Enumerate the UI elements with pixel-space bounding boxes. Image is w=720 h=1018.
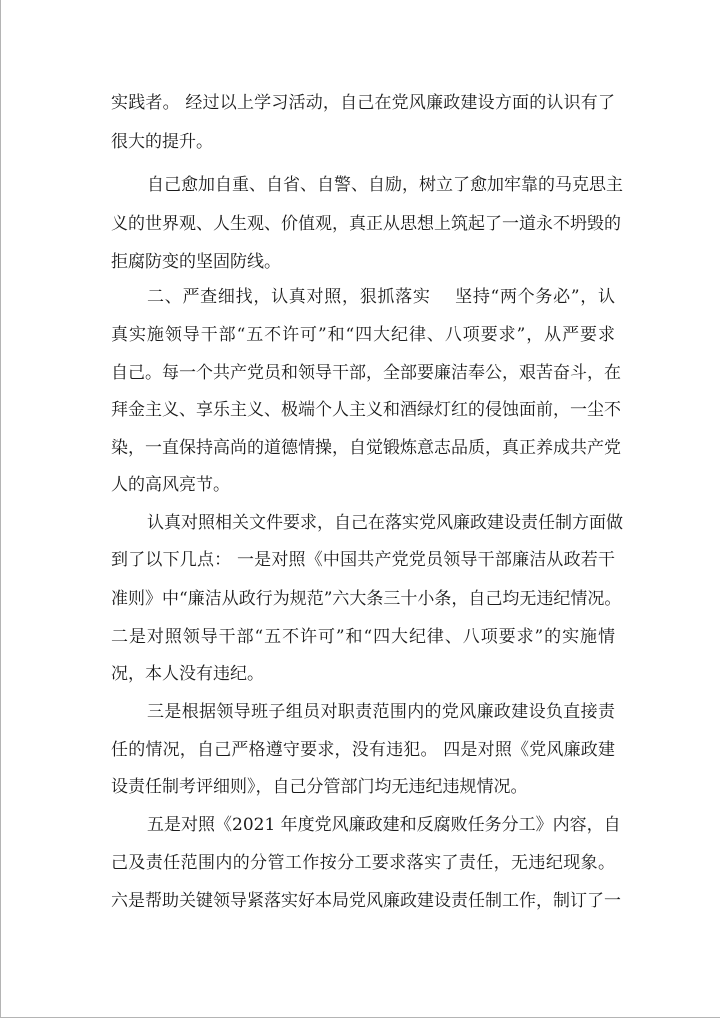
text-line: 拒腐防变的坚固防线。: [111, 252, 281, 272]
text-line: 实践者。 经过以上学习活动，自己在党风廉政建设方面的认识有了: [111, 93, 615, 113]
text-line: 自己。每一个共产党员和领导干部，全部要廉洁奉公，艰苦奋斗，在: [111, 363, 621, 383]
text-line: 况，本人没有违纪。: [111, 664, 264, 684]
text-line: 五是对照《2021 年度党风廉政建和反腐败任务分工》内容，自: [147, 815, 621, 835]
text-line: 准则》中“廉洁从政行为规范”六大条三十小条，自己均无违纪情况。: [111, 589, 622, 609]
text-line: 认真对照相关文件要求，自己在落实党风廉政建设责任制方面做: [147, 513, 623, 533]
text-line: 己及责任范围内的分管工作按分工要求落实了责任，无违纪现象。: [111, 853, 615, 873]
text-line: 人的高风亮节。: [111, 475, 230, 495]
text-line: 任的情况，自己严格遵守要求，没有违犯。 四是对照《党风廉政建: [111, 740, 615, 760]
text-line: 到了以下几点： 一是对照《中国共产党党员领导干部廉洁从政若干: [111, 550, 615, 570]
text-line: 设责任制考评细则》，自己分管部门均无违纪违规情况。: [111, 777, 528, 797]
text-line: 三是根据领导班子组员对职责范围内的党风廉政建设负直接责: [147, 702, 615, 722]
text-line: 义的世界观、人生观、价值观，真正从思想上筑起了一道永不坍毁的: [111, 214, 621, 234]
text-line: 很大的提升。: [111, 132, 213, 152]
text-line: 六是帮助关键领导紧落实好本局党风廉政建设责任制工作，制订了一: [111, 891, 621, 911]
text-line: 染，一直保持高尚的道德情操，自觉锻炼意志品质，真正养成共产党: [111, 438, 621, 458]
text-line: 自己愈加自重、自省、自警、自励，树立了愈加牢靠的马克思主: [147, 175, 623, 195]
text-line: 真实施领导干部“五不许可”和“四大纪律、八项要求”，从严要求: [111, 325, 615, 345]
text-line: 拜金主义、享乐主义、极端个人主义和酒绿灯红的侵蚀面前，一尘不: [111, 400, 621, 420]
text-line: 二是对照领导干部“五不许可”和“四大纪律、八项要求”的实施情: [111, 627, 615, 647]
text-line: 二、严查细找，认真对照，狠抓落实 坚持“两个务必”，认: [147, 287, 615, 307]
